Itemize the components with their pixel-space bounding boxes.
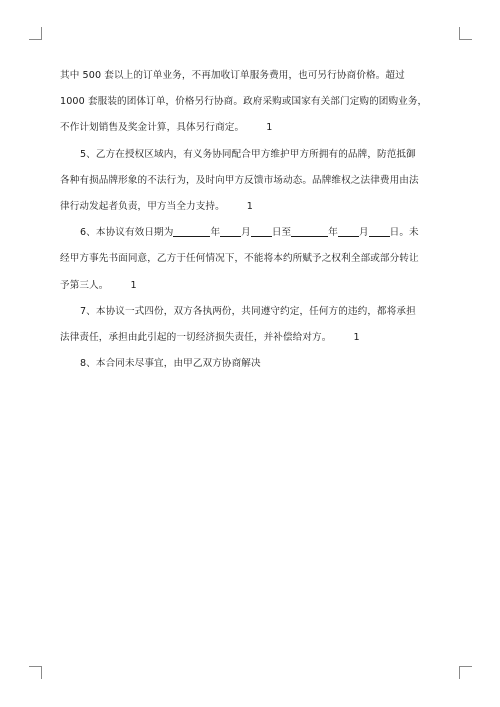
text-fragment: 日至: [271, 227, 292, 239]
text-fragment: 6、本协议有效日期为: [80, 227, 174, 239]
text-line: 1000 套服装的团体订单，价格另行协商。政府采购或国家有关部门定购的团购业务，: [60, 96, 428, 108]
text-fragment: 年: [328, 227, 338, 239]
date-blank: [291, 224, 328, 237]
date-blank: [220, 224, 241, 237]
text-line: 5、乙方在授权区域内，有义务协同配合甲方维护甲方所拥有的品牌，防范抵御: [80, 148, 416, 160]
text-fragment: 月: [358, 227, 369, 239]
text-fragment: 法律责任，承担由此引起的一切经济损失责任，并补偿给对方。: [60, 332, 332, 344]
text-fragment: 不作计划销售及奖金计算，具体另行商定。: [60, 122, 245, 134]
text-line: [60, 220, 446, 246]
paragraph-mark: 1: [266, 122, 273, 134]
crop-mark-top-right: [459, 27, 472, 40]
crop-mark-bottom-right: [459, 666, 472, 679]
text-fragment: 月: [241, 227, 251, 239]
paragraph-5: [60, 142, 446, 221]
date-blank: [369, 224, 390, 237]
text-line: [60, 325, 446, 351]
text-fragment: 律行动发起者负责，甲方当全力支持。: [60, 201, 225, 213]
paragraph-7: [60, 299, 446, 351]
crop-mark-top-left: [29, 27, 42, 40]
text-line: [60, 194, 446, 220]
date-blank: [338, 224, 359, 237]
text-line: [60, 115, 446, 141]
date-blank: [251, 224, 272, 237]
text-line: 其中 500 套以上的订单业务，不再加收订单服务费用，也可另行协商价格。超过: [60, 70, 405, 81]
paragraph-mark: 1: [353, 332, 360, 344]
text-line: 经甲方事先书面同意，乙方于任何情况下，不能将本约所赋予之权利全部或部分转让: [60, 253, 419, 265]
paragraph-mark: 1: [130, 279, 137, 291]
text-line: 各种有损品牌形象的不法行为，及时向甲方反馈市场动态。品牌维权之法律费用由法: [60, 174, 419, 186]
paragraph-4-continued: [60, 63, 446, 142]
paragraph-8: [60, 351, 446, 377]
document-body: [60, 63, 446, 377]
date-blank: [173, 224, 210, 237]
text-line: [60, 273, 446, 299]
paragraph-6: [60, 220, 446, 299]
text-line: 8、本合同未尽事宜，由甲乙双方协商解决: [80, 358, 261, 370]
text-fragment: 年: [210, 227, 221, 239]
text-line: 7、本协议一式四份，双方各执两份，共同遵守约定，任何方的违约，都将承担: [80, 305, 416, 317]
text-fragment: 予第三人。: [60, 279, 109, 291]
paragraph-mark: 1: [246, 201, 254, 213]
crop-mark-bottom-left: [29, 666, 42, 679]
text-fragment: 日。未: [389, 227, 419, 239]
